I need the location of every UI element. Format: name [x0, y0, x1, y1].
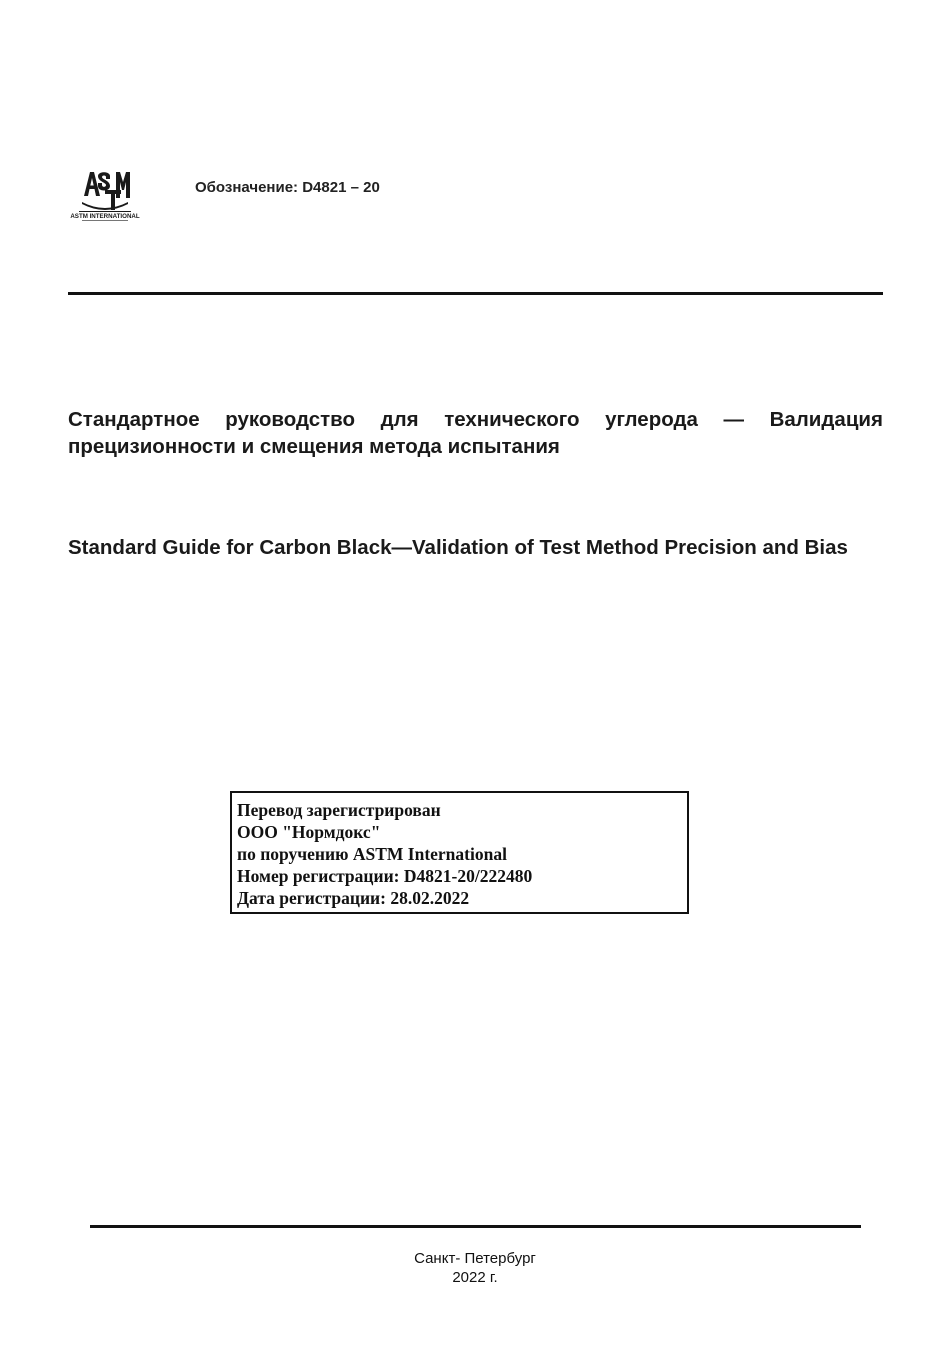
logo-text: ASTM INTERNATIONAL: [70, 213, 140, 220]
registration-box: [230, 791, 689, 914]
registration-line-translated: Перевод зарегистрирован: [237, 800, 441, 820]
astm-international-logo-icon: [70, 166, 140, 222]
title-english: Standard Guide for Carbon Black—Validation of Test Method Precision and Bias: [68, 536, 848, 559]
top-divider: [68, 292, 883, 295]
title-russian: Стандартное руководство для технического углерода — Валидация прецизионности и смещения метода испытания: [68, 408, 883, 458]
astm-logo: [70, 166, 140, 222]
registration-line-company: ООО "Нормдокс": [237, 822, 381, 842]
registration-date: Дата регистрации: 28.02.2022: [237, 888, 470, 908]
footer-year: 2022 г.: [452, 1269, 498, 1286]
footer-city: Санкт- Петербург: [414, 1250, 536, 1267]
registration-number: Номер регистрации: D4821-20/222480: [237, 866, 533, 886]
registration-line-on-behalf: по поручению ASTM International: [237, 844, 507, 864]
document-designation: Обозначение: D4821 – 20: [195, 179, 380, 196]
bottom-divider: [90, 1225, 861, 1228]
